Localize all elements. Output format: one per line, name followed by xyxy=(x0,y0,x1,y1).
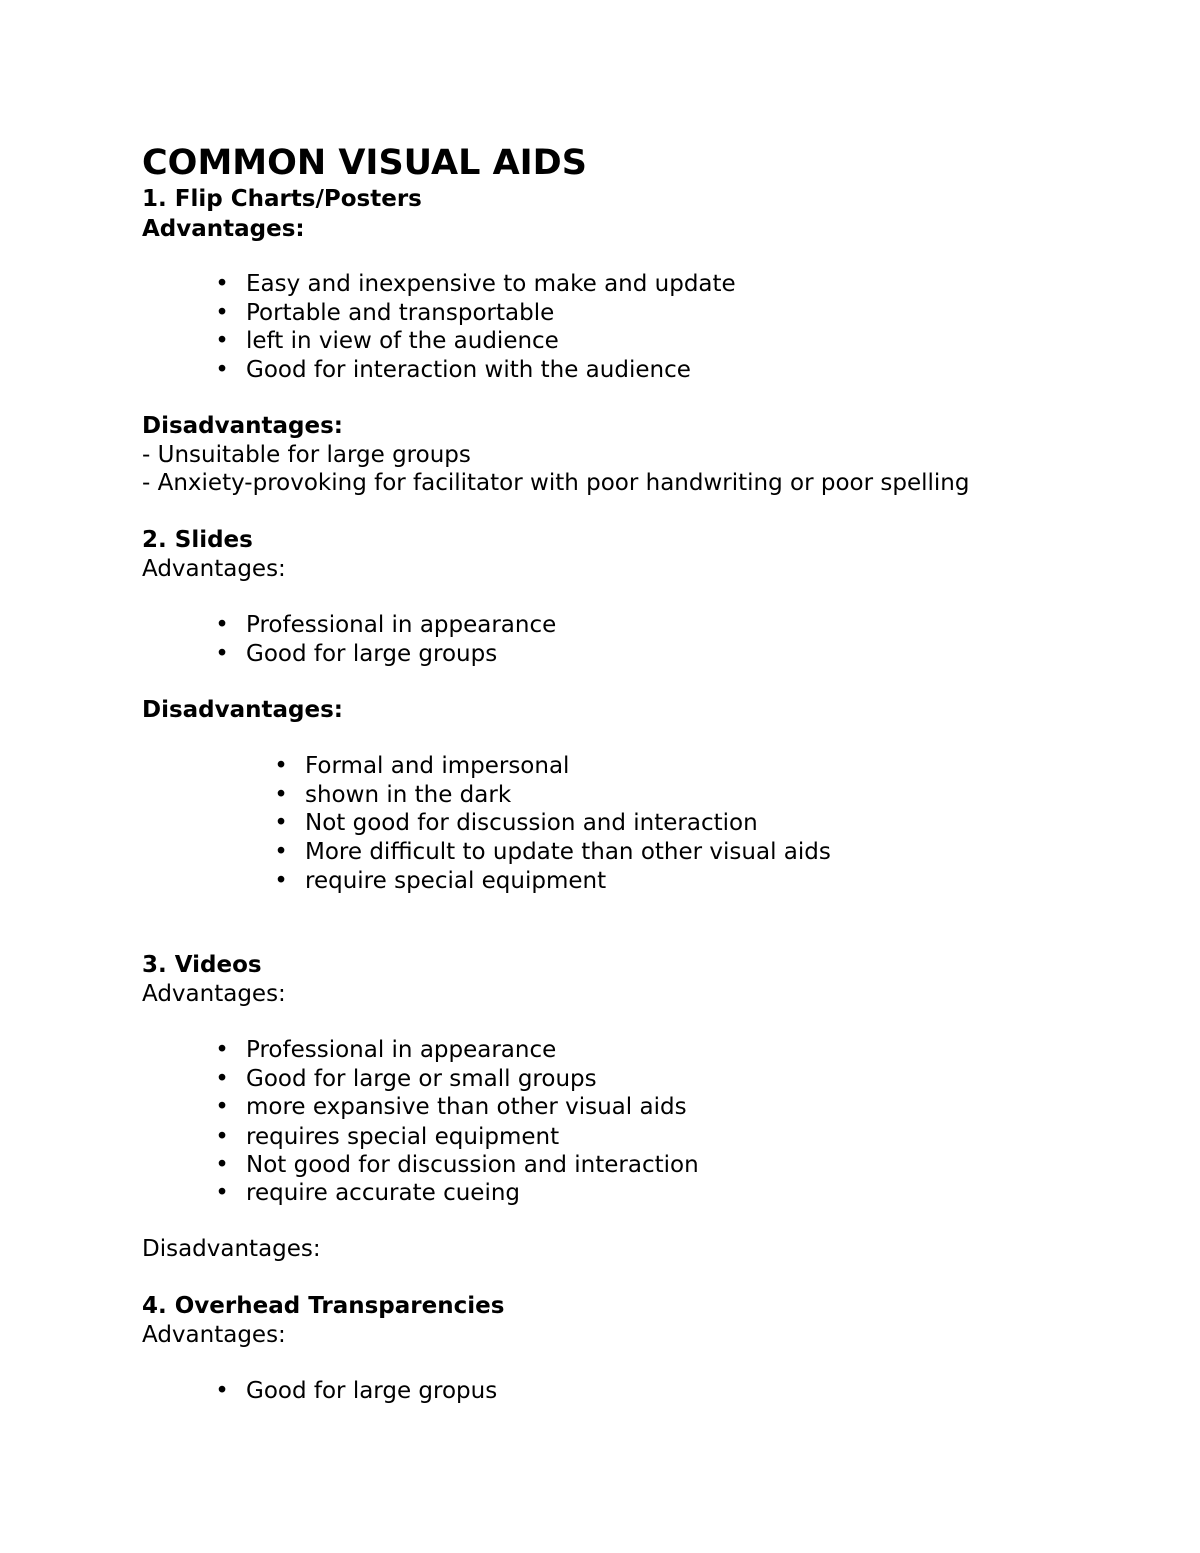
bullet-icon: • xyxy=(215,300,229,326)
section-heading-videos: 3. Videos xyxy=(142,952,262,978)
list-item xyxy=(215,1179,521,1207)
list-item-text: Good for large gropus xyxy=(246,1378,498,1404)
list-item xyxy=(215,1377,498,1405)
list-item-text: Not good for discussion and interaction xyxy=(246,1152,699,1178)
document-title: COMMON VISUAL AIDS xyxy=(142,143,587,183)
bullet-icon: • xyxy=(215,1124,229,1150)
list-item xyxy=(215,640,498,668)
bullet-icon: • xyxy=(215,1152,229,1178)
section-heading-flip-charts: 1. Flip Charts/Posters xyxy=(142,186,422,212)
bullet-icon: • xyxy=(274,868,288,894)
list-item-text: Professional in appearance xyxy=(246,1037,557,1063)
bullet-icon: • xyxy=(215,1378,229,1404)
bullet-icon: • xyxy=(215,612,229,638)
list-item-text: requires special equipment xyxy=(246,1124,560,1150)
bullet-icon: • xyxy=(215,271,229,297)
bullet-icon: • xyxy=(215,357,229,383)
list-item xyxy=(274,809,758,837)
list-item-text: More difficult to update than other visual aids xyxy=(305,839,831,865)
list-item-text: more expansive than other visual aids xyxy=(246,1094,687,1120)
list-item xyxy=(215,327,559,355)
list-item-text: Good for large groups xyxy=(246,641,498,667)
bullet-icon: • xyxy=(215,1094,229,1120)
list-item-text: Not good for discussion and interaction xyxy=(305,810,758,836)
list-item xyxy=(215,1123,560,1151)
bullet-icon: • xyxy=(274,839,288,865)
list-item-text: Good for interaction with the audience xyxy=(246,357,691,383)
list-item-text: Easy and inexpensive to make and update xyxy=(246,271,736,297)
list-item-text: Portable and transportable xyxy=(246,300,555,326)
list-item xyxy=(274,781,512,809)
list-item-text: require accurate cueing xyxy=(246,1180,521,1206)
disadvantages-label: Disadvantages: xyxy=(142,413,344,439)
list-item xyxy=(215,299,555,327)
list-item xyxy=(215,270,736,298)
list-item xyxy=(215,611,557,639)
list-item xyxy=(274,838,831,866)
bullet-icon: • xyxy=(274,810,288,836)
list-item-text: - Unsuitable for large groups xyxy=(142,442,471,468)
bullet-icon: • xyxy=(274,782,288,808)
list-item xyxy=(215,1036,557,1064)
list-item-text: require special equipment xyxy=(305,868,607,894)
section-heading-overhead-transparencies: 4. Overhead Transparencies xyxy=(142,1293,505,1319)
section-heading-slides: 2. Slides xyxy=(142,527,253,553)
disadvantages-label: Disadvantages: xyxy=(142,1236,321,1262)
list-item xyxy=(274,867,607,895)
list-item xyxy=(215,1151,699,1179)
advantages-label: Advantages: xyxy=(142,556,286,582)
bullet-icon: • xyxy=(215,1180,229,1206)
bullet-icon: • xyxy=(215,328,229,354)
list-item xyxy=(215,1065,597,1093)
bullet-icon: • xyxy=(215,641,229,667)
list-item-text: Good for large or small groups xyxy=(246,1066,597,1092)
list-item xyxy=(215,1093,687,1121)
advantages-label: Advantages: xyxy=(142,981,286,1007)
bullet-icon: • xyxy=(215,1066,229,1092)
advantages-label: Advantages: xyxy=(142,216,305,242)
bullet-icon: • xyxy=(215,1037,229,1063)
advantages-label: Advantages: xyxy=(142,1322,286,1348)
list-item-text: Formal and impersonal xyxy=(305,753,570,779)
list-item xyxy=(274,752,570,780)
list-item-text: Professional in appearance xyxy=(246,612,557,638)
list-item-text: shown in the dark xyxy=(305,782,512,808)
list-item-text: - Anxiety-provoking for facilitator with poor handwriting or poor spelling xyxy=(142,470,970,496)
bullet-icon: • xyxy=(274,753,288,779)
list-item xyxy=(215,356,691,384)
list-item-text: left in view of the audience xyxy=(246,328,559,354)
disadvantages-label: Disadvantages: xyxy=(142,697,344,723)
